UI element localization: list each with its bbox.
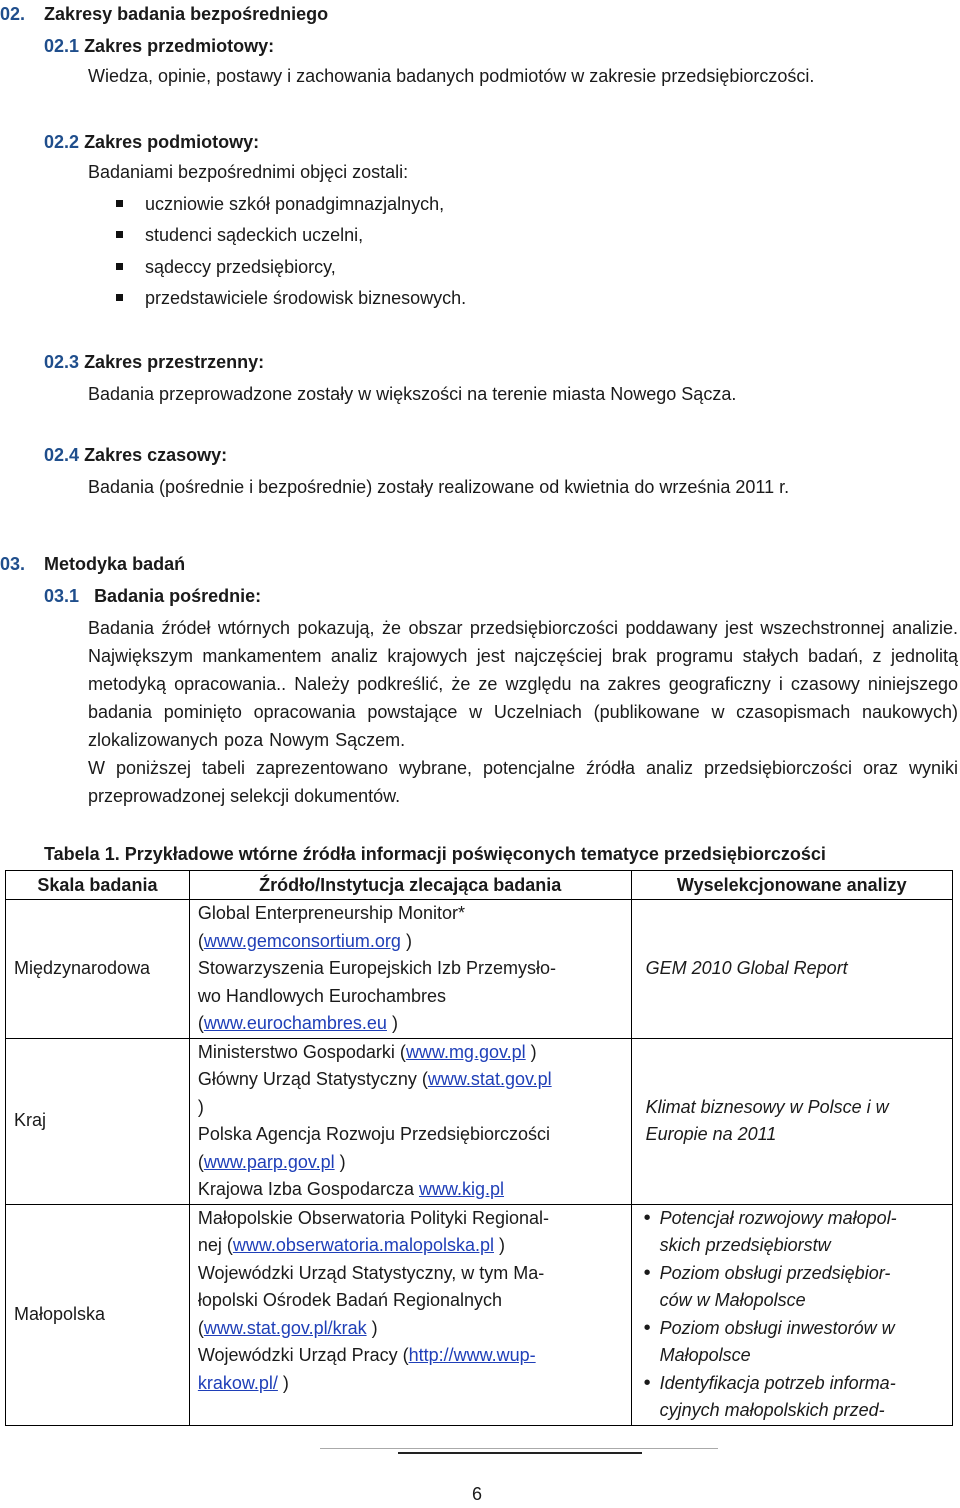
list-item	[116, 190, 444, 218]
link-obserwatoria[interactable]: www.obserwatoria.malopolska.pl	[232, 1235, 494, 1255]
source-line: Polska Agencja Rozwoju Przedsiębiorczości	[197, 1124, 551, 1144]
sub-03-1-paragraph-2: W poniższej tabeli zaprezentowano wybrane, potencjalne źródła analiz przedsiębiorczości oraz wyniki przeprowadzonej selekcji dokumentów.	[88, 758, 958, 806]
cell-source	[189, 1204, 631, 1425]
source-line: Global Enterpreneurship Monitor*	[197, 903, 466, 923]
section-title: Metodyka badań	[44, 554, 186, 574]
list-item-text: studenci sądeckich uczelni,	[145, 225, 364, 245]
sub-title: Badania pośrednie:	[94, 586, 262, 606]
source-text: Główny Urząd Statystyczny (	[197, 1069, 428, 1089]
analysis-item	[644, 1370, 944, 1425]
list-item-text: sądeccy przedsiębiorcy,	[145, 257, 336, 277]
paren: (	[197, 930, 204, 951]
paren: (	[197, 1013, 204, 1033]
link-kig[interactable]: www.kig.pl	[418, 1179, 505, 1199]
cell-analyses: GEM 2010 Global Report	[631, 900, 952, 1039]
source-line: Wojewódzki Urząd Statystyczny, w tym Ma-	[197, 1262, 545, 1283]
bullet-square-icon	[116, 231, 123, 238]
analysis-item	[644, 1260, 944, 1315]
header-scale: Skala badania	[6, 871, 190, 900]
cell-source	[189, 900, 631, 1039]
paren: )	[277, 1372, 289, 1393]
source-line: łopolski Ośrodek Badań Regionalnych	[197, 1290, 503, 1310]
paren: )	[525, 1041, 537, 1062]
source-line	[198, 1149, 623, 1177]
link-wup-krakow-cont[interactable]: krakow.pl/	[197, 1372, 278, 1393]
paren: )	[494, 1235, 505, 1255]
sources-table	[5, 870, 953, 1426]
sub-title: Zakres przedmiotowy:	[84, 36, 275, 56]
paren: )	[400, 930, 412, 951]
source-line	[198, 1176, 623, 1204]
paren: )	[366, 1317, 378, 1338]
analysis-line: Klimat biznesowy w Polsce i w	[645, 1096, 889, 1117]
table-caption: Tabela 1. Przykładowe wtórne źródła informacji poświęconych tematyce przedsiębiorczości	[44, 844, 826, 864]
sub-number: 02.3	[44, 352, 80, 372]
sub-03-1-heading	[44, 582, 261, 610]
sub-number: 02.1	[44, 36, 80, 56]
source-line	[198, 1232, 623, 1260]
section-number: 02.	[0, 4, 26, 24]
source-text: Ministerstwo Gospodarki (	[197, 1041, 406, 1062]
analysis-item	[644, 1315, 944, 1370]
source-line	[198, 1315, 623, 1343]
source-line	[198, 928, 623, 956]
source-line	[198, 1066, 623, 1094]
link-stat-gov[interactable]: www.stat.gov.pl	[427, 1069, 552, 1089]
link-stat-krak[interactable]: www.stat.gov.pl/krak	[203, 1317, 367, 1338]
table-row	[6, 900, 953, 1039]
analysis-line: • Poziom obsługi przedsiębior-	[659, 1262, 891, 1283]
cell-scale: Małopolska	[6, 1204, 190, 1425]
analysis-item	[644, 1205, 944, 1260]
source-line: Stowarzyszenia Europejskich Izb Przemysło-	[197, 958, 556, 978]
list-item	[116, 253, 336, 281]
link-mg-gov[interactable]: www.mg.gov.pl	[405, 1041, 526, 1062]
bullet-square-icon	[116, 294, 123, 301]
sub-title: Zakres przestrzenny:	[84, 352, 265, 372]
section-number: 03.	[0, 554, 26, 574]
sub-02-2-intro: Badaniami bezpośrednimi objęci zostali:	[88, 162, 409, 182]
analysis-line: • Identyfikacja potrzeb informa-	[659, 1372, 896, 1393]
link-eurochambres[interactable]: www.eurochambres.eu	[203, 1013, 387, 1033]
list-item	[116, 284, 466, 312]
source-text: nej (	[197, 1235, 233, 1255]
link-gemconsortium[interactable]: www.gemconsortium.org	[203, 930, 401, 951]
source-line	[198, 1342, 623, 1370]
sub-02-1-text: Wiedza, opinie, postawy i zachowania badanych podmiotów w zakresie przedsiębiorczości.	[88, 66, 815, 86]
section-title: Zakresy badania bezpośredniego	[44, 4, 329, 24]
analyses-list	[632, 1205, 944, 1425]
cell-analyses	[631, 1204, 952, 1425]
source-line	[198, 1370, 623, 1404]
cell-source	[189, 1038, 631, 1204]
footer-rule-dark	[398, 1452, 642, 1454]
source-line: wo Handlowych Eurochambres	[197, 985, 446, 1006]
analysis-line: ców w Małopolsce	[659, 1290, 806, 1310]
cell-scale: Międzynarodowa	[6, 900, 190, 1039]
source-line	[198, 1010, 623, 1038]
bullet-square-icon	[116, 263, 123, 270]
sub-number: 02.4	[44, 445, 80, 465]
table-header-row	[6, 871, 953, 900]
list-item-text: przedstawiciele środowisk biznesowych.	[145, 288, 467, 308]
header-analyses: Wyselekcjonowane analizy	[631, 871, 952, 900]
source-line: )	[197, 1096, 204, 1117]
paren: )	[334, 1151, 346, 1172]
sub-02-1-heading	[44, 32, 274, 60]
sub-title: Zakres podmiotowy:	[84, 132, 260, 152]
footer-rule	[320, 1448, 718, 1449]
table-row	[6, 1204, 953, 1425]
source-text: Wojewódzki Urząd Pracy (	[197, 1345, 409, 1365]
sub-02-3-heading	[44, 348, 264, 376]
table-row	[6, 1038, 953, 1204]
list-item-text: uczniowie szkół ponadgimnazjalnych,	[145, 194, 445, 214]
sub-02-3-text: Badania przeprowadzone zostały w większości na terenie miasta Nowego Sącza.	[88, 384, 737, 404]
analysis-line: cyjnych małopolskich przed-	[659, 1400, 885, 1420]
sub-number: 02.2	[44, 132, 80, 152]
source-text: Krajowa Izba Gospodarcza	[197, 1179, 419, 1199]
analysis-line: • Poziom obsługi inwestorów w	[659, 1317, 895, 1338]
analysis-line: Małopolsce	[659, 1345, 751, 1365]
sub-number: 03.1	[44, 586, 80, 606]
sub-02-4-heading	[44, 441, 227, 469]
analysis-line: • Potencjał rozwojowy małopol-	[659, 1207, 897, 1228]
analysis-line: skich przedsiębiorstw	[659, 1235, 831, 1255]
paren: (	[197, 1151, 204, 1172]
cell-scale: Kraj	[6, 1038, 190, 1204]
cell-analyses	[631, 1038, 952, 1204]
sub-02-2-heading	[44, 128, 259, 156]
sub-03-1-paragraph-1: Badania źródeł wtórnych pokazują, że obszar przedsiębiorczości poddawany jest wszechstronnej analizie. Największym mankamentem analiz krajowych jest najczęściej brak programu stałych badań, z jednolitą metodyką opracowania.. Należy podkreślić, że ze względu na zakres geograficzny i czasowy niniejszego badania pominięto opracowania powstające w Uczelniach (publikowane w czasopismach naukowych) zlokalizowanych poza Nowym Sączem.	[88, 618, 958, 750]
section-03-heading	[0, 550, 185, 578]
link-wup-krakow[interactable]: http://www.wup-	[408, 1345, 536, 1365]
sub-02-4-text: Badania (pośrednie i bezpośrednie) zostały realizowane od kwietnia do września 2011 r.	[88, 477, 790, 497]
source-line: Małopolskie Obserwatoria Polityki Regional-	[197, 1207, 550, 1228]
section-02-heading	[0, 0, 328, 28]
source-line	[198, 1039, 623, 1067]
list-item	[116, 221, 363, 249]
header-source: Źródło/Instytucja zlecająca badania	[189, 871, 631, 900]
paren: )	[386, 1013, 398, 1033]
sub-title: Zakres czasowy:	[84, 445, 228, 465]
page-number: 6	[472, 1484, 483, 1504]
link-parp-gov[interactable]: www.parp.gov.pl	[203, 1151, 335, 1172]
bullet-square-icon	[116, 200, 123, 207]
analysis-line: Europie na 2011	[645, 1124, 777, 1144]
paren: (	[197, 1317, 204, 1338]
